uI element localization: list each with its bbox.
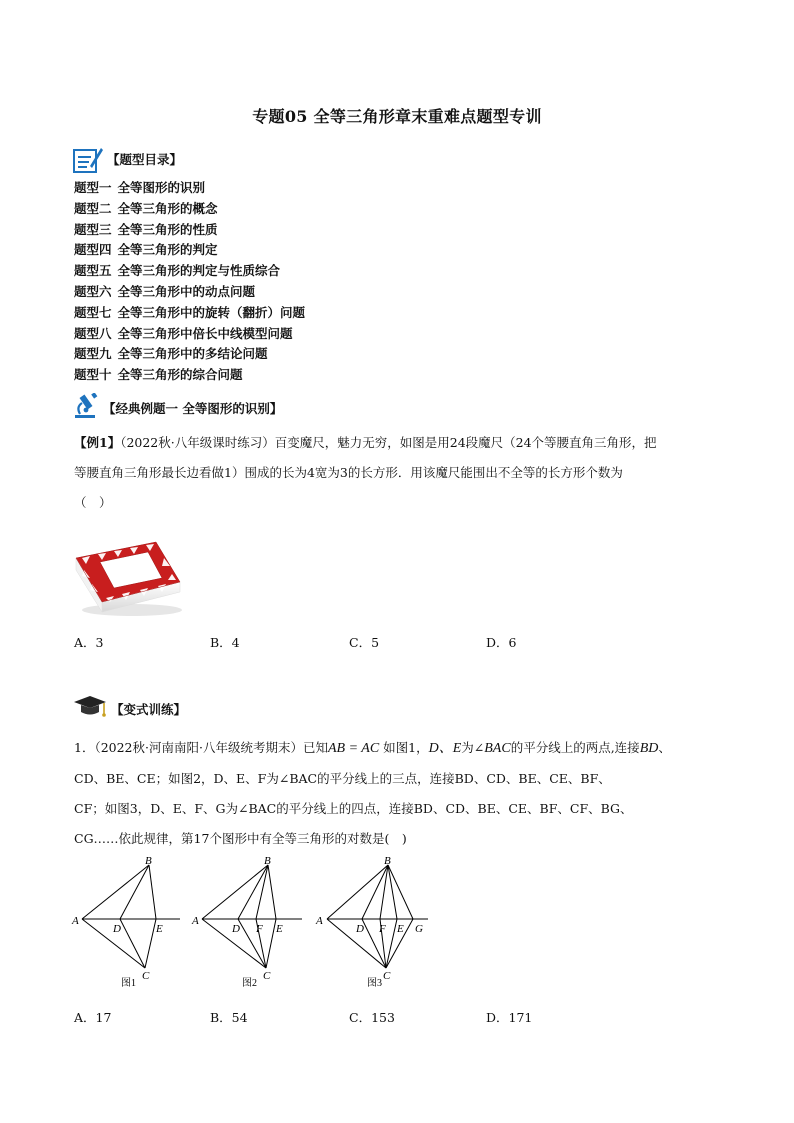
graduation-cap-icon (72, 694, 108, 724)
toc-item[interactable] (74, 199, 305, 220)
toc-item-text: 全等图形的识别 (117, 180, 206, 195)
toc-item-text: 全等三角形中的多结论问题 (117, 346, 268, 362)
fig1-caption: 图1 (121, 978, 136, 989)
toc-item-label: 题型二 (74, 200, 112, 216)
toc-item-label: 题型一 (74, 180, 112, 195)
toc-item[interactable] (74, 282, 305, 303)
choice-a[interactable]: A．3 (74, 635, 104, 650)
toc-item-label: 题型三 (74, 221, 112, 237)
toc-item[interactable] (74, 220, 305, 241)
fig1-label-a: A (72, 915, 79, 927)
toc-item-text: 全等三角形中的旋转（翻折）问题 (117, 304, 306, 320)
fig3-caption: 图3 (367, 978, 382, 989)
fig3-label-c: C (383, 970, 391, 982)
fig3-label-e: E (397, 923, 404, 935)
variant-choices (0, 1008, 794, 1028)
example-tag: 【例1】 (74, 435, 121, 450)
fig2-label-f: F (256, 923, 263, 935)
toc-item-label: 题型八 (74, 325, 112, 341)
variant-choice-a[interactable]: A．17 (74, 1010, 112, 1025)
figure-2 (202, 865, 302, 968)
toc-header: 【题型目录】 (107, 152, 183, 167)
toc-item[interactable] (74, 178, 305, 199)
toc-item-text: 全等三角形中倍长中线模型问题 (117, 325, 293, 341)
notebook-pen-icon (72, 144, 104, 178)
variant-choice-c[interactable]: C．153 (349, 1010, 395, 1025)
variant-choice-d[interactable]: D．171 (486, 1010, 533, 1025)
page-title: 专题05 全等三角形章末重难点题型专训 (252, 107, 542, 126)
toc-item[interactable] (74, 240, 305, 261)
toc-item-text: 全等三角形的概念 (117, 200, 218, 216)
fig2-label-e: E (276, 923, 283, 935)
choice-d[interactable]: D．6 (486, 635, 517, 650)
figures-row (70, 856, 440, 996)
toc-item-text: 全等三角形的判定与性质综合 (117, 263, 281, 279)
fig1-label-d: D (113, 923, 121, 935)
toc-item-label: 题型六 (74, 283, 112, 299)
fig1-label-e: E (156, 923, 163, 935)
toc-item-label: 题型十 (74, 367, 112, 383)
example-choices (0, 633, 794, 653)
choice-c[interactable]: C．5 (349, 635, 380, 650)
toc-item[interactable] (74, 365, 305, 386)
figure-3 (327, 865, 428, 968)
variant-header: 【变式训练】 (111, 702, 187, 717)
toc-item-label: 题型七 (74, 304, 112, 320)
fig2-label-b: B (264, 856, 271, 867)
microscope-icon (72, 393, 102, 423)
toc-item-label: 题型九 (74, 346, 112, 362)
fig1-label-b: B (145, 856, 152, 867)
toc-list (74, 178, 305, 386)
fig3-label-d: D (356, 923, 364, 935)
toc-item-label: 题型五 (74, 263, 112, 279)
toc-item-label: 题型四 (74, 242, 112, 258)
fig2-label-c: C (263, 970, 271, 982)
variant-question: 1．（2022秋·河南南阳·八年级统考期末）已知AB = AC 如图1，D、E为∠BAC的平分线上的两点,连接BD、 CD、BE、CE；如图2，D、E、F为∠BAC的平分线上的三点，连接BD、CD、BE、CE、BF、 CF；如图3，D、E、F、G为∠BAC的平分线上的四点，连接BD、CD、BE、CE、BF、CF、BG、 CG……依此规律，第17个图形中有全等三角形的对数是( ) (74, 740, 671, 846)
fig3-label-b: B (384, 856, 391, 867)
figure-1 (82, 865, 180, 968)
example-header: 【经典例题一 全等图形的识别】 (103, 401, 283, 416)
toc-item-text: 全等三角形的判定 (117, 242, 218, 258)
toc-item[interactable] (74, 344, 305, 365)
fig2-label-d: D (232, 923, 240, 935)
fig3-label-g: G (415, 923, 423, 935)
fig3-label-a: A (316, 915, 323, 927)
fig1-label-c: C (142, 970, 150, 982)
magic-ruler-image (72, 536, 184, 622)
fig3-label-f: F (379, 923, 386, 935)
variant-choice-b[interactable]: B．54 (210, 1010, 248, 1025)
toc-item[interactable] (74, 303, 305, 324)
fig2-label-a: A (192, 915, 199, 927)
toc-item-text: 全等三角形的性质 (117, 221, 218, 237)
toc-item[interactable] (74, 261, 305, 282)
toc-item-text: 全等三角形的综合问题 (117, 367, 243, 383)
fig2-caption: 图2 (242, 978, 257, 989)
choice-b[interactable]: B．4 (210, 635, 240, 650)
example-question: 【例1】（2022秋·八年级课时练习）百变魔尺，魅力无穷，如图是用24段魔尺（24个等腰直角三角形，把 等腰直角三角形最长边看做1）围成的长为4宽为3的长方形．用该魔尺能围出不全等的长方形个数为 （ ） (74, 435, 657, 510)
toc-item[interactable] (74, 324, 305, 345)
toc-item-text: 全等三角形中的动点问题 (117, 283, 256, 299)
